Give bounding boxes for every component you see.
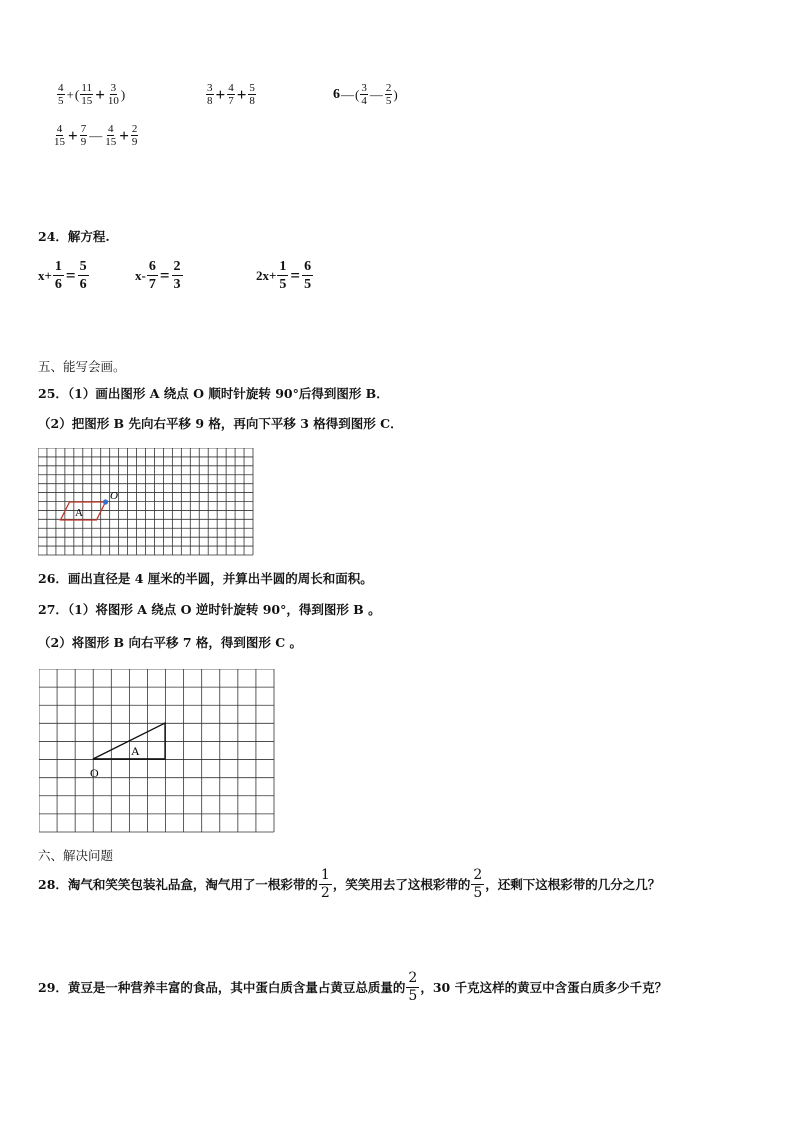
calc-expression-2: $\frac{3}{8}$ + $\frac{4}{7}$ + $\frac{5}{8}$ xyxy=(207,82,255,107)
section-5-heading: 五、能写会画。 xyxy=(38,359,126,374)
fraction: $\frac{4}{5}$ xyxy=(58,82,64,107)
fraction: $\frac{3}{10}$ xyxy=(107,82,119,107)
fraction: $\frac{11}{15}$ xyxy=(81,82,93,107)
shape-a-label: A xyxy=(75,507,83,519)
fraction: $\frac{5}{8}$ xyxy=(249,82,255,107)
question-26: 26．画出直径是 4 厘米的半圆，并算出半圆的周长和面积。 xyxy=(38,571,373,586)
fraction: $\frac{4}{15}$ xyxy=(105,123,117,148)
fraction: $\frac{1}{5}$ xyxy=(279,259,287,292)
question-28: 28．淘气和笑笑包装礼品盒，淘气用了一根彩带的 $\frac{1}{2}$ ，笑笑用去了这根彩带的 $\frac{2}{5}$ ，还剩下这根彩带的几分之几？ xyxy=(38,867,661,901)
question-27-part1: 27．（1）将图形 A 绕点 O 逆时针旋转 90°，得到图形 B 。 xyxy=(38,602,381,617)
fraction: $\frac{2}{9}$ xyxy=(131,123,138,148)
calc-expression-1: $\frac{4}{5}$ + ( $\frac{11}{15}$ + $\frac{3}{10}$ ) xyxy=(58,82,126,107)
point-o-label: O xyxy=(90,766,99,780)
equation-3: 2x+ $\frac{1}{5}$ = $\frac{6}{5}$ xyxy=(256,259,312,292)
fraction: $\frac{6}{7}$ xyxy=(148,259,156,292)
point-o xyxy=(103,499,108,504)
rotation-grid-1 xyxy=(38,448,254,556)
question-25-part2: （2）把图形 B 先向右平移 9 格，再向下平移 3 格得到图形 C． xyxy=(38,416,403,431)
point-o-label: O xyxy=(110,490,118,502)
fraction: $\frac{2}{5}$ xyxy=(473,867,483,901)
fraction: $\frac{4}{7}$ xyxy=(228,82,234,107)
question-24-title: 24．解方程. xyxy=(38,229,110,244)
fraction: $\frac{7}{9}$ xyxy=(80,123,87,148)
question-29: 29．黄豆是一种营养丰富的食品，其中蛋白质含量占黄豆总质量的 $\frac{2}{5}$ ，30 千克这样的黄豆中含蛋白质多少千克？ xyxy=(38,970,668,1004)
fraction: $\frac{1}{6}$ xyxy=(54,259,62,292)
fraction: $\frac{6}{5}$ xyxy=(304,259,312,292)
equation-1: x+ $\frac{1}{6}$ = $\frac{5}{6}$ xyxy=(38,259,87,292)
calc-expression-3: 6 — ( $\frac{3}{4}$ — $\frac{2}{5}$ ) xyxy=(333,82,398,107)
rotation-grid-2 xyxy=(39,669,275,833)
question-27-part2: （2）将图形 B 向右平移 7 格，得到图形 C 。 xyxy=(38,635,303,650)
fraction: $\frac{3}{4}$ xyxy=(361,82,367,107)
fraction: $\frac{2}{3}$ xyxy=(173,259,181,292)
fraction: $\frac{5}{6}$ xyxy=(79,259,87,292)
fraction: $\frac{4}{15}$ xyxy=(54,123,65,148)
fraction: $\frac{2}{5}$ xyxy=(408,970,418,1004)
fraction: $\frac{1}{2}$ xyxy=(320,867,330,901)
grid-lines xyxy=(39,669,274,832)
question-25-part1: 25．（1）画出图形 A 绕点 O 顺时针旋转 90°后得到图形 B． xyxy=(38,386,389,401)
equation-2: x- $\frac{6}{7}$ = $\frac{2}{3}$ xyxy=(135,259,181,292)
section-6-heading: 六、解决问题 xyxy=(38,848,114,863)
calc-expression-4: $\frac{4}{15}$ + $\frac{7}{9}$ — $\frac{4}{15}$ + $\frac{2}{9}$ xyxy=(54,123,138,148)
fraction: $\frac{3}{8}$ xyxy=(207,82,213,107)
fraction: $\frac{2}{5}$ xyxy=(385,82,392,107)
shape-a-label: A xyxy=(131,744,140,758)
